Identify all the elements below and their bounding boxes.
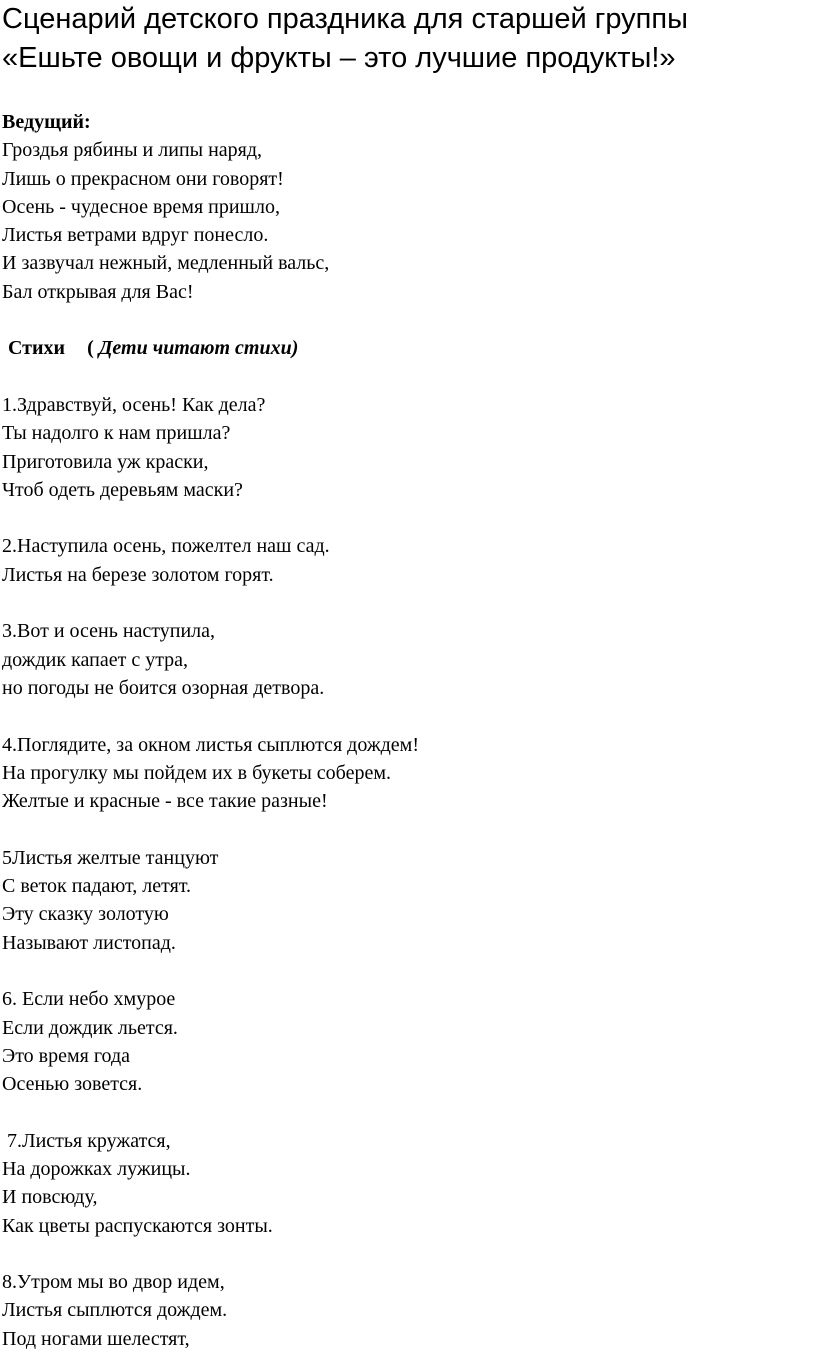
poem-line: Если дождик льется. [2, 1016, 178, 1039]
host-line: Осень - чудесное время пришло, [2, 195, 280, 218]
poems-note-open: ( [87, 337, 94, 360]
host-line: И зазвучал нежный, медленный вальс, [2, 252, 330, 275]
poems-heading-note: Дети читают стихи [98, 337, 292, 360]
poem-line: 1.Здравствуй, осень! Как дела? [2, 393, 266, 416]
poem-line: Осенью зовется. [2, 1073, 143, 1096]
poem-line: дождик капает с утра, [2, 648, 189, 671]
document-body [0, 108, 816, 1353]
poem-line: Эту сказку золотую [2, 903, 169, 926]
document-title [2, 0, 814, 78]
poem-line: Листья сыплются дождем. [2, 1299, 228, 1322]
poems-heading [0, 334, 816, 362]
poems-heading-label: Стихи [8, 337, 66, 360]
poem-line: Чтоб одеть деревьям маски? [2, 478, 243, 501]
poem-line: Желтые и красные - все такие разные! [2, 790, 328, 813]
poem-line: 8.Утром мы во двор идем, [2, 1271, 225, 1294]
poem-line: Приготовила уж краски, [2, 450, 209, 473]
poem-line: 2.Наступила осень, пожелтел наш сад. [2, 535, 330, 558]
host-line: Бал открывая для Вас! [2, 280, 194, 303]
poem-line: но погоды не боится озорная детвора. [2, 676, 325, 699]
host-line: Листья ветрами вдруг понесло. [2, 224, 269, 247]
poem-line: И повсюду, [2, 1186, 98, 1209]
poem-line: Ты надолго к нам пришла? [2, 422, 231, 445]
poem-line: На прогулку мы пойдем их в букеты соберем. [2, 761, 392, 784]
poem-line: 6. Если небо хмурое [2, 988, 176, 1011]
poem-line: 4.Поглядите, за окном листья сыплются дождем! [2, 733, 420, 756]
blank-line [0, 815, 816, 843]
host-line: Лишь о прекрасном они говорят! [2, 167, 284, 190]
blank-line [0, 589, 816, 617]
blank-line [0, 504, 816, 532]
poem-line: Как цветы распускаются зонты. [2, 1214, 273, 1237]
poems-note-close: ) [291, 337, 299, 360]
title-line-1: Сценарий детского праздника для старшей группы [2, 3, 688, 35]
poem-line: С веток падают, летят. [2, 875, 192, 898]
title-line-2: «Ешьте овощи и фрукты – это лучшие продукты!» [2, 42, 676, 74]
blank-line [0, 702, 816, 730]
blank-line [0, 1098, 816, 1126]
host-label: Ведущий: [2, 111, 91, 133]
poem-line: Называют листопад. [2, 931, 176, 954]
host-line: Гроздья рябины и липы наряд, [2, 139, 263, 162]
poem-line: Под ногами шелестят, [2, 1327, 190, 1350]
blank-line [0, 363, 816, 391]
poem-line: 7.Листья кружатся, [7, 1129, 171, 1152]
blank-line [0, 957, 816, 985]
poem-line: На дорожках лужицы. [2, 1157, 191, 1180]
blank-line [0, 1240, 816, 1268]
poem-line: 3.Вот и осень наступила, [2, 620, 216, 643]
poem-line: 5Листья желтые танцуют [2, 846, 219, 869]
poem-line: Листья на березе золотом горят. [2, 563, 274, 586]
blank-line [0, 306, 816, 334]
poem-line: Это время года [2, 1044, 131, 1067]
